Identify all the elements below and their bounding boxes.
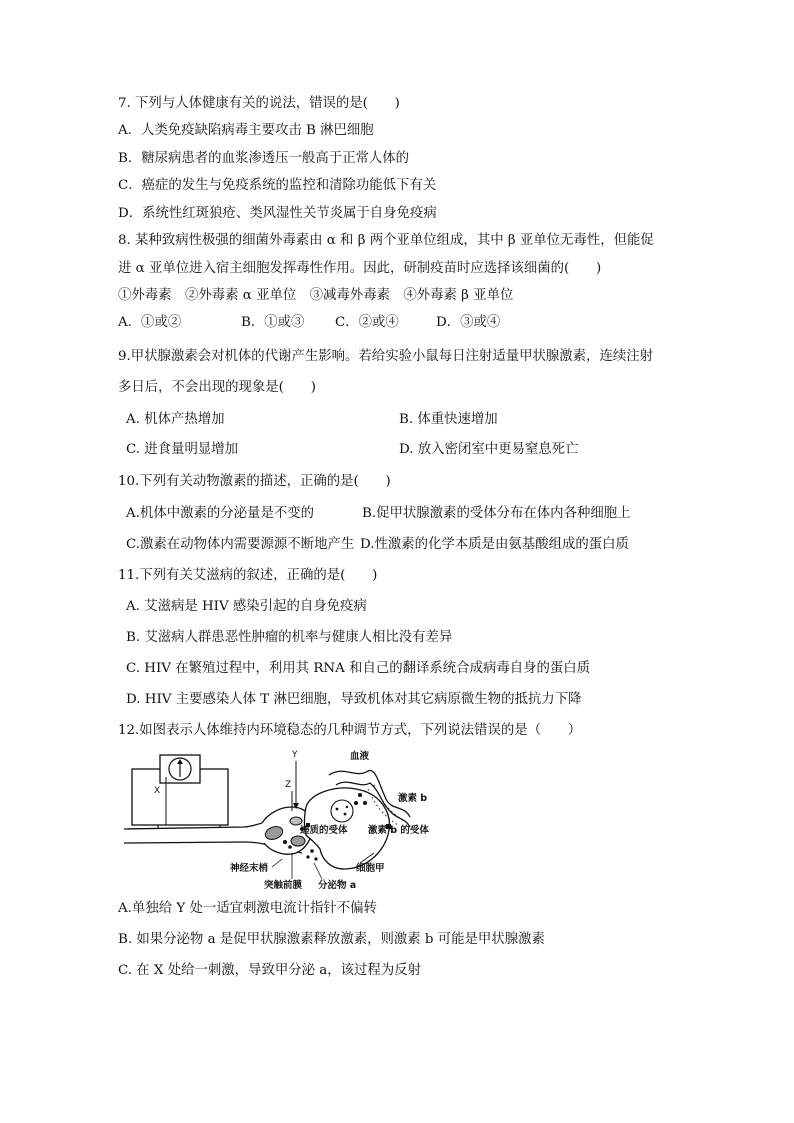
q7-option-d: D．系统性红斑狼疮、类风湿性关节炎属于自身免疫病 <box>118 206 437 221</box>
q9-stem-line2: 多日后，不会出现的现象是( ) <box>118 380 316 395</box>
q11-stem: 11.下列有关艾滋病的叙述，正确的是( ) <box>118 568 378 583</box>
q8-option-d: D．③或④ <box>436 315 501 330</box>
q12-option-c: C. 在 X 处给一刺激，导致甲分泌 a，该过程为反射 <box>118 963 421 978</box>
q7-stem: 7. 下列与人体健康有关的说法，错误的是( ) <box>118 96 400 111</box>
label-y: Y <box>292 750 298 760</box>
hormone-b-dot <box>358 793 362 797</box>
q12-stem: 12.如图表示人体维持内环境稳态的几种调节方式，下列说法错误的是（ ） <box>118 723 582 738</box>
q12-option-b: B. 如果分泌物 a 是促甲状腺激素释放激素，则激素 b 可能是甲状腺激素 <box>118 932 545 947</box>
q8-items: ①外毒素 ②外毒素 α 亚单位 ③减毒外毒素 ④外毒素 β 亚单位 <box>118 288 514 303</box>
cell-nucleus <box>331 800 353 822</box>
label-presynaptic-membrane: 突触前膜 <box>264 880 303 891</box>
q8-stem-line1: 8. 某种致病性极强的细菌外毒素由 α 和 β 两个亚单位组成，其中 β 亚单位无毒性，但能促 <box>118 233 654 248</box>
label-nerve-ending: 神经末梢 <box>230 863 269 874</box>
q11-option-b: B. 艾滋病人群患恶性肿瘤的机率与健康人相比没有差异 <box>126 630 453 645</box>
neuro-endocrine-diagram <box>124 747 446 892</box>
q8-option-c: C．②或④ <box>335 315 399 330</box>
q10-option-c: C.激素在动物体内需要源源不断地产生 <box>126 537 355 552</box>
label-z: Z <box>285 780 292 790</box>
q11-option-a: A. 艾滋病是 HIV 感染引起的自身免疫病 <box>126 599 367 614</box>
label-secretion-a: 分泌物 a <box>318 880 357 891</box>
q10-stem: 10.下列有关动物激素的描述，正确的是( ) <box>118 474 391 489</box>
q9-stem-line1: 9.甲状腺激素会对机体的代谢产生影响。若给实验小鼠每日注射适量甲状腺激素，连续注射 <box>118 349 654 364</box>
q9-option-b: B. 体重快速增加 <box>399 412 498 427</box>
q7-option-a: A．人类免疫缺陷病毒主要攻击 B 淋巴细胞 <box>118 123 374 138</box>
q7-option-c: C．癌症的发生与免疫系统的监控和清除功能低下有关 <box>118 178 437 193</box>
q8-option-b: B．①或③ <box>241 315 305 330</box>
q9-option-c: C. 进食量明显增加 <box>126 442 239 457</box>
q10-option-b: B.促甲状腺激素的受体分布在体内各种细胞上 <box>362 506 631 521</box>
vesicle-3 <box>290 817 302 825</box>
q10-option-d: D.性激素的化学本质是由氨基酸组成的蛋白质 <box>360 537 629 552</box>
q8-stem-line2: 进 α 亚单位进入宿主细胞发挥毒性作用。因此，研制疫苗时应选择该细菌的( ) <box>118 261 602 276</box>
q10-option-a: A.机体中激素的分泌量是不变的 <box>126 506 315 521</box>
label-transmitter-receptor: 递质的受体 <box>300 825 348 836</box>
label-x: X <box>154 786 161 796</box>
label-cell-jia: 细胞甲 <box>356 863 385 874</box>
q9-option-a: A. 机体产热增加 <box>126 412 225 427</box>
q12-option-a: A.单独给 Y 处一适宜刺激电流计指针不偏转 <box>118 901 377 916</box>
hormone-b-dot <box>354 801 358 805</box>
label-hormone-b-receptor: 激素 b 的受体 <box>368 825 429 836</box>
q9-option-d: D. 放入密闭室中更易窒息死亡 <box>399 442 579 457</box>
label-hormone-b: 激素 b <box>398 793 428 804</box>
hormone-b-dot <box>363 801 367 805</box>
q8-option-a: A．①或② <box>118 315 182 330</box>
vesicle-2 <box>291 836 305 846</box>
q7-option-b: B．糖尿病患者的血浆渗透压一般高于正常人体的 <box>118 151 410 166</box>
q11-option-c: C. HIV 在繁殖过程中，利用其 RNA 和自己的翻译系统合成病毒自身的蛋白质 <box>126 661 591 676</box>
label-blood: 血液 <box>350 751 370 762</box>
q11-option-d: D. HIV 主要感染人体 T 淋巴细胞，导致机体对其它病原微生物的抵抗力下降 <box>126 692 582 707</box>
